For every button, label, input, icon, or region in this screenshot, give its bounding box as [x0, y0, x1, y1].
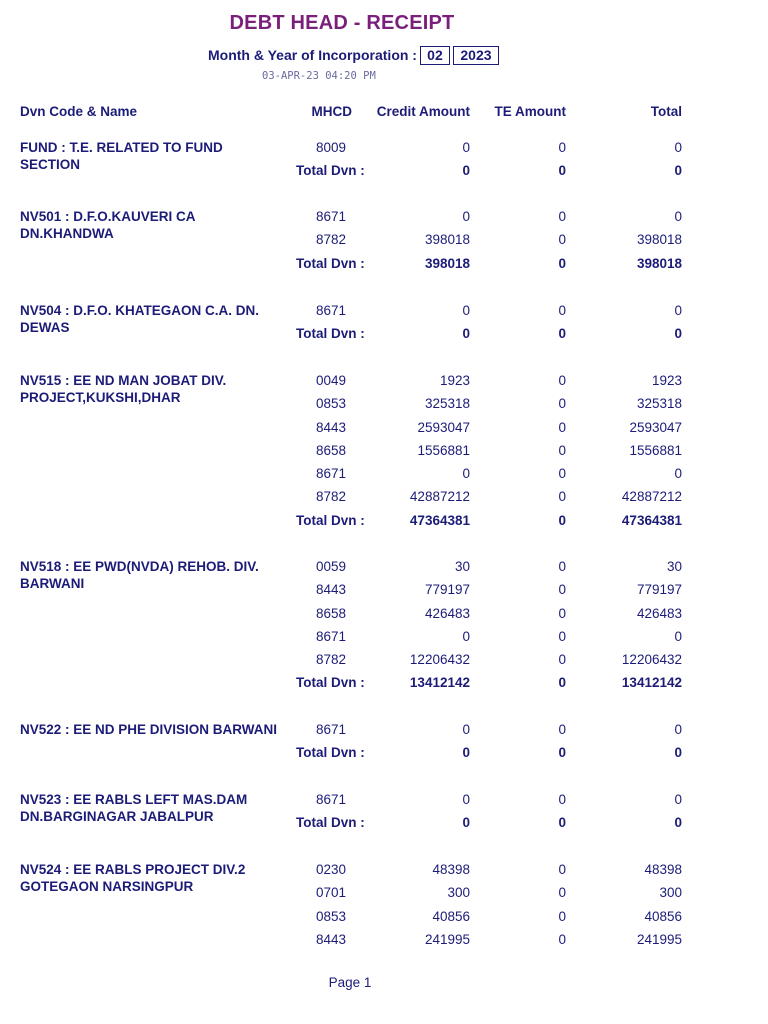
table-row — [0, 861, 768, 884]
te-amount-cell: 0 — [558, 303, 566, 318]
total-cell: 779197 — [636, 582, 682, 598]
te-amount-cell: 0 — [558, 652, 566, 668]
division-name: NV501 : D.F.O.KAUVERI CA DN.KHANDWA — [20, 209, 196, 241]
total-cell: 42887212 — [621, 489, 682, 505]
te-amount-cell: 0 — [558, 628, 566, 644]
table-row — [0, 208, 768, 231]
mhcd-cell: 8671 — [315, 792, 346, 807]
total-te-amount: 0 — [558, 745, 566, 761]
total-credit-amount: 47364381 — [409, 512, 470, 528]
total-cell: 30 — [666, 559, 682, 574]
division-rows — [0, 791, 768, 838]
credit-amount-cell: 0 — [462, 140, 470, 155]
mhcd-cell: 8443 — [315, 931, 346, 947]
division-rows — [0, 139, 768, 186]
total-cell: 300 — [659, 885, 682, 901]
total-cell: 0 — [674, 628, 682, 644]
report-timestamp: 03-APR-23 04:20 PM — [262, 70, 376, 82]
division-rows — [0, 558, 768, 698]
total-credit-amount: 0 — [462, 815, 470, 831]
table-row — [0, 558, 768, 581]
mhcd-cell: 8658 — [315, 605, 346, 621]
table-row — [0, 465, 768, 488]
total-cell: 40856 — [644, 908, 682, 924]
mhcd-cell: 0230 — [315, 862, 346, 877]
credit-amount-cell: 325318 — [424, 396, 470, 412]
mhcd-cell: 8443 — [315, 582, 346, 598]
te-amount-cell: 0 — [558, 489, 566, 505]
te-amount-cell: 0 — [558, 396, 566, 412]
column-header-row — [0, 104, 768, 122]
table-row — [0, 302, 768, 325]
te-amount-cell: 0 — [558, 908, 566, 924]
mhcd-cell: 8658 — [315, 442, 346, 458]
credit-amount-cell: 0 — [462, 466, 470, 482]
mhcd-cell: 8782 — [315, 232, 346, 248]
division-rows — [0, 721, 768, 768]
division-rows — [0, 302, 768, 349]
credit-amount-cell: 30 — [454, 559, 470, 574]
mhcd-cell: 8671 — [315, 628, 346, 644]
total-amount: 0 — [674, 815, 682, 831]
total-dvn-label: Total Dvn : — [296, 815, 365, 831]
division-name: NV523 : EE RABLS LEFT MAS.DAM DN.BARGINAGAR JABALPUR — [20, 792, 248, 824]
total-cell: 0 — [674, 792, 682, 807]
table-row — [0, 581, 768, 604]
total-te-amount: 0 — [558, 326, 566, 342]
total-cell: 241995 — [636, 931, 682, 947]
mhcd-cell: 0049 — [315, 373, 346, 388]
division-total-row — [0, 325, 768, 348]
mhcd-cell: 8782 — [315, 652, 346, 668]
total-credit-amount: 0 — [462, 163, 470, 179]
division-total-row — [0, 162, 768, 185]
total-dvn-label: Total Dvn : — [296, 512, 365, 528]
month-box: 02 — [420, 46, 450, 65]
total-amount: 0 — [674, 163, 682, 179]
header-mhcd: MHCD — [311, 104, 352, 119]
header-dvn-code-name: Dvn Code & Name — [20, 104, 138, 119]
total-cell: 325318 — [636, 396, 682, 412]
total-cell: 0 — [674, 209, 682, 224]
credit-amount-cell: 0 — [462, 722, 470, 737]
total-cell: 398018 — [636, 232, 682, 248]
mhcd-cell: 8671 — [315, 722, 346, 737]
te-amount-cell: 0 — [558, 559, 566, 574]
te-amount-cell: 0 — [558, 466, 566, 482]
mhcd-cell: 8671 — [315, 209, 346, 224]
division-name: NV515 : EE ND MAN JOBAT DIV. PROJECT,KUKSHI,DHAR — [20, 373, 227, 405]
division-rows — [0, 372, 768, 535]
table-row — [0, 791, 768, 814]
total-cell: 0 — [674, 303, 682, 318]
credit-amount-cell: 42887212 — [409, 489, 470, 505]
division-total-row — [0, 744, 768, 767]
division-name: NV504 : D.F.O. KHATEGAON C.A. DN. DEWAS — [20, 303, 260, 335]
credit-amount-cell: 2593047 — [417, 419, 470, 435]
total-amount: 13412142 — [621, 675, 682, 691]
total-credit-amount: 0 — [462, 745, 470, 761]
division-rows — [0, 861, 768, 954]
credit-amount-cell: 426483 — [424, 605, 470, 621]
division-name: NV518 : EE PWD(NVDA) REHOB. DIV. BARWANI — [20, 559, 259, 591]
te-amount-cell: 0 — [558, 582, 566, 598]
te-amount-cell: 0 — [558, 885, 566, 901]
total-dvn-label: Total Dvn : — [296, 163, 365, 179]
total-te-amount: 0 — [558, 815, 566, 831]
mhcd-cell: 8009 — [315, 140, 346, 155]
table-row — [0, 884, 768, 907]
total-te-amount: 0 — [558, 163, 566, 179]
total-te-amount: 0 — [558, 675, 566, 691]
te-amount-cell: 0 — [558, 209, 566, 224]
credit-amount-cell: 1556881 — [417, 442, 470, 458]
mhcd-cell: 0853 — [315, 396, 346, 412]
credit-amount-cell: 300 — [447, 885, 470, 901]
year-box: 2023 — [453, 46, 499, 65]
total-amount: 0 — [674, 326, 682, 342]
division-name: FUND : T.E. RELATED TO FUND SECTION — [20, 140, 223, 172]
total-cell: 1923 — [651, 373, 682, 388]
total-credit-amount: 13412142 — [409, 675, 470, 691]
mhcd-cell: 0059 — [315, 559, 346, 574]
total-cell: 2593047 — [629, 419, 682, 435]
total-dvn-label: Total Dvn : — [296, 326, 365, 342]
te-amount-cell: 0 — [558, 931, 566, 947]
te-amount-cell: 0 — [558, 140, 566, 155]
division-total-row — [0, 512, 768, 535]
table-row — [0, 442, 768, 465]
total-cell: 1556881 — [629, 442, 682, 458]
total-cell: 12206432 — [621, 652, 682, 668]
table-row — [0, 628, 768, 651]
header-te-amount: TE Amount — [494, 104, 566, 119]
te-amount-cell: 0 — [558, 419, 566, 435]
table-row — [0, 908, 768, 931]
page-number: Page 1 — [328, 975, 372, 990]
te-amount-cell: 0 — [558, 232, 566, 248]
incorporation-line — [208, 45, 499, 65]
mhcd-cell: 8443 — [315, 419, 346, 435]
division-total-row — [0, 255, 768, 278]
credit-amount-cell: 0 — [462, 303, 470, 318]
total-cell: 0 — [674, 140, 682, 155]
total-credit-amount: 0 — [462, 326, 470, 342]
total-te-amount: 0 — [558, 255, 566, 271]
division-total-row — [0, 674, 768, 697]
total-cell: 0 — [674, 466, 682, 482]
total-amount: 0 — [674, 745, 682, 761]
te-amount-cell: 0 — [558, 862, 566, 877]
credit-amount-cell: 0 — [462, 209, 470, 224]
mhcd-cell: 8782 — [315, 489, 346, 505]
credit-amount-cell: 12206432 — [409, 652, 470, 668]
total-te-amount: 0 — [558, 512, 566, 528]
header-credit-amount: Credit Amount — [376, 104, 470, 119]
te-amount-cell: 0 — [558, 373, 566, 388]
credit-amount-cell: 1923 — [439, 373, 470, 388]
table-row — [0, 372, 768, 395]
credit-amount-cell: 241995 — [424, 931, 470, 947]
table-row — [0, 488, 768, 511]
total-cell: 48398 — [644, 862, 682, 877]
division-name: NV524 : EE RABLS PROJECT DIV.2 GOTEGAON NARSINGPUR — [20, 862, 246, 894]
table-row — [0, 651, 768, 674]
credit-amount-cell: 398018 — [424, 232, 470, 248]
mhcd-cell: 8671 — [315, 303, 346, 318]
total-dvn-label: Total Dvn : — [296, 675, 365, 691]
table-row — [0, 139, 768, 162]
table-row — [0, 931, 768, 954]
table-row — [0, 231, 768, 254]
total-cell: 426483 — [636, 605, 682, 621]
mhcd-cell: 0701 — [315, 885, 346, 901]
credit-amount-cell: 0 — [462, 628, 470, 644]
incorporation-label: Month & Year of Incorporation : — [208, 47, 417, 63]
table-row — [0, 721, 768, 744]
division-rows — [0, 208, 768, 278]
te-amount-cell: 0 — [558, 722, 566, 737]
table-row — [0, 395, 768, 418]
total-dvn-label: Total Dvn : — [296, 255, 365, 271]
table-row — [0, 419, 768, 442]
total-amount: 398018 — [636, 255, 682, 271]
mhcd-cell: 0853 — [315, 908, 346, 924]
table-row — [0, 605, 768, 628]
mhcd-cell: 8671 — [315, 466, 346, 482]
division-name: NV522 : EE ND PHE DIVISION BARWANI — [20, 722, 278, 737]
te-amount-cell: 0 — [558, 792, 566, 807]
credit-amount-cell: 40856 — [432, 908, 470, 924]
total-cell: 0 — [674, 722, 682, 737]
credit-amount-cell: 0 — [462, 792, 470, 807]
header-total: Total — [650, 104, 682, 119]
te-amount-cell: 0 — [558, 442, 566, 458]
total-dvn-label: Total Dvn : — [296, 745, 365, 761]
report-title: DEBT HEAD - RECEIPT — [229, 12, 455, 34]
division-total-row — [0, 814, 768, 837]
te-amount-cell: 0 — [558, 605, 566, 621]
total-credit-amount: 398018 — [424, 255, 470, 271]
credit-amount-cell: 779197 — [424, 582, 470, 598]
credit-amount-cell: 48398 — [432, 862, 470, 877]
total-amount: 47364381 — [621, 512, 682, 528]
